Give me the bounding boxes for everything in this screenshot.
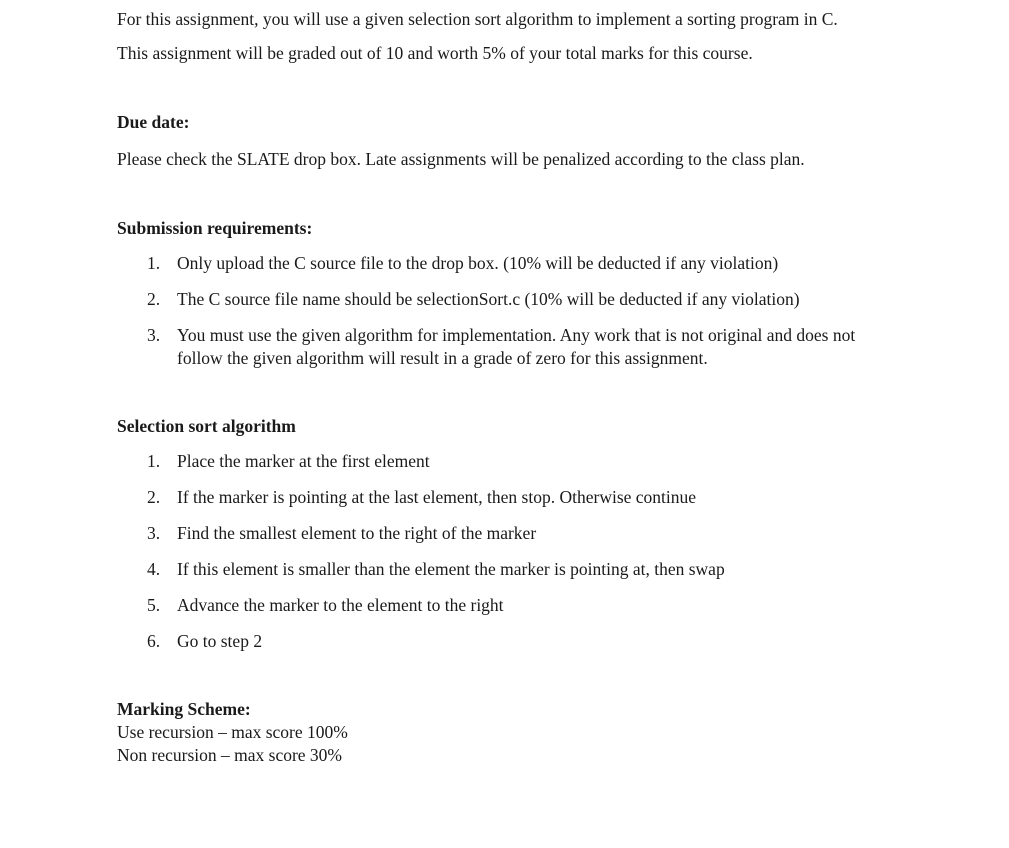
- list-item: [117, 288, 917, 311]
- list-item-text: The C source file name should be selectionSort.c (10% will be deducted if any violation): [177, 289, 800, 309]
- list-item: [117, 324, 892, 370]
- list-item-number: 1.: [147, 253, 161, 273]
- marking-line-recursion: Use recursion – max score 100%: [117, 722, 348, 742]
- document-page: [117, 8, 917, 767]
- step-text: Find the smallest element to the right of the marker: [177, 523, 537, 543]
- list-item: [117, 252, 917, 275]
- marking-line-non-recursion: Non recursion – max score 30%: [117, 745, 343, 765]
- list-item-number: 3.: [147, 325, 161, 345]
- step-text: Go to step 2: [177, 631, 263, 651]
- list-item: [117, 522, 917, 545]
- step-text: If the marker is pointing at the last element, then stop. Otherwise continue: [177, 487, 697, 507]
- list-item-text: Only upload the C source file to the drop box. (10% will be deducted if any violation): [177, 253, 779, 273]
- step-number: 5.: [147, 595, 161, 615]
- step-number: 2.: [147, 487, 161, 507]
- algorithm-steps: [117, 450, 917, 653]
- list-item: [117, 450, 917, 473]
- step-text: If this element is smaller than the element the marker is pointing at, then swap: [177, 559, 725, 579]
- list-item: [117, 630, 917, 653]
- step-number: 4.: [147, 559, 161, 579]
- list-item-number: 2.: [147, 289, 161, 309]
- list-item: [117, 486, 917, 509]
- submission-list: [117, 252, 917, 370]
- list-item-text: You must use the given algorithm for implementation. Any work that is not original and does not follow the given algorithm will result in a grade of zero for this assignment.: [177, 325, 856, 368]
- step-text: Place the marker at the first element: [177, 451, 430, 471]
- due-date-heading: Due date:: [117, 112, 190, 132]
- grading-paragraph: This assignment will be graded out of 10 and worth 5% of your total marks for this course.: [117, 43, 753, 63]
- list-item: [117, 558, 917, 581]
- list-item: [117, 594, 917, 617]
- submission-heading: Submission requirements:: [117, 218, 313, 238]
- algorithm-heading: Selection sort algorithm: [117, 416, 296, 436]
- marking-scheme-heading: Marking Scheme:: [117, 699, 251, 719]
- step-number: 6.: [147, 631, 161, 651]
- intro-paragraph: For this assignment, you will use a given selection sort algorithm to implement a sorting program in C.: [117, 9, 838, 29]
- step-number: 3.: [147, 523, 161, 543]
- step-text: Advance the marker to the element to the right: [177, 595, 504, 615]
- due-date-text: Please check the SLATE drop box. Late assignments will be penalized according to the class plan.: [117, 149, 805, 169]
- step-number: 1.: [147, 451, 161, 471]
